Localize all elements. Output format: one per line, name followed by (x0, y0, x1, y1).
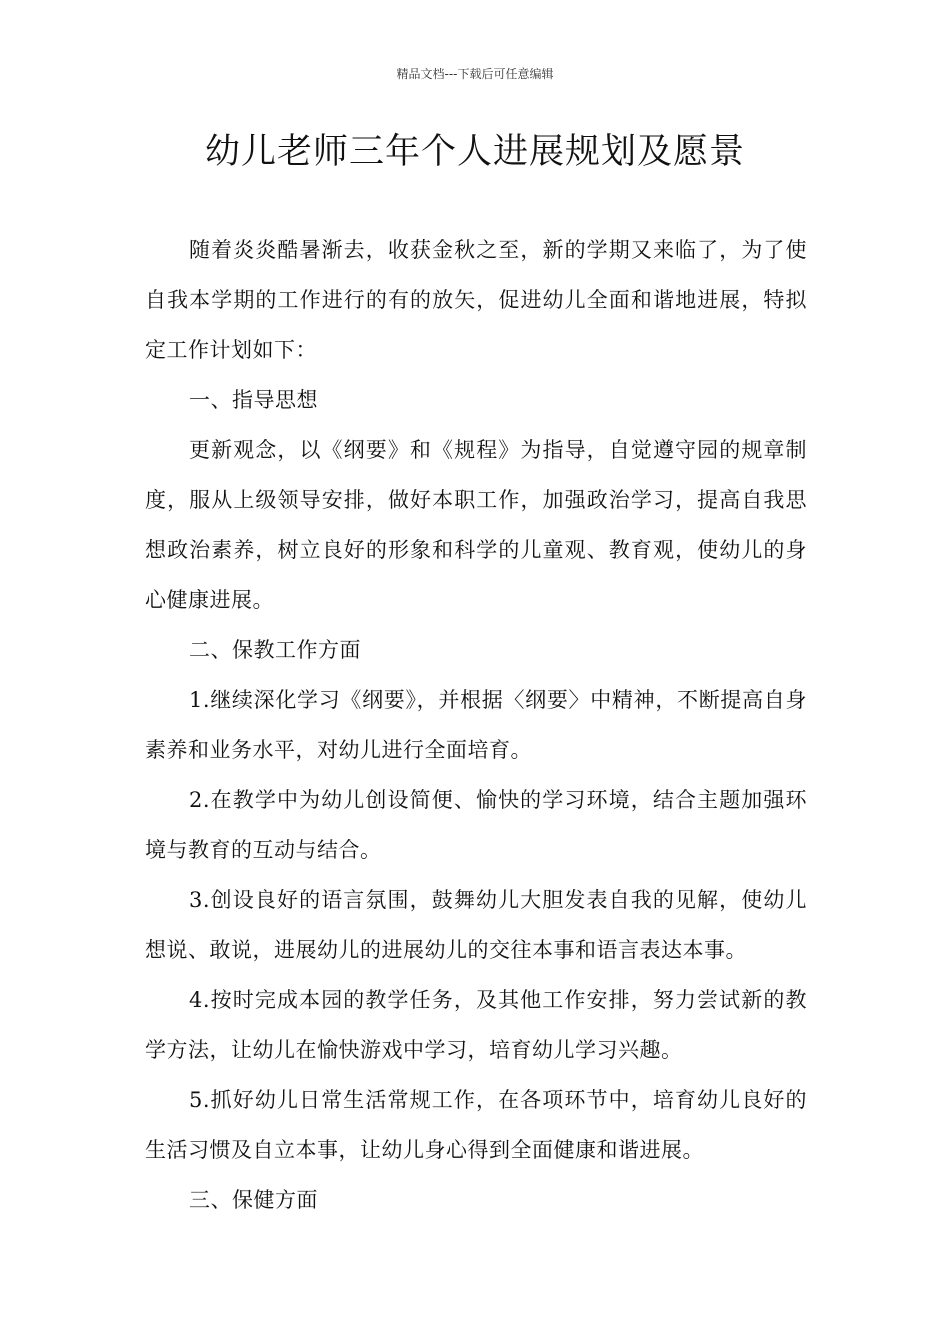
care-education-item-5: 5.抓好幼儿日常生活常规工作，在各项环节中，培育幼儿良好的生活习惯及自立本事，让幼儿身心得到全面健康和谐进展。 (145, 1088, 807, 1162)
document-title: 幼儿老师三年个人进展规划及愿景 (204, 132, 745, 172)
care-education-item-3: 3.创设良好的语言氛围，鼓舞幼儿大胆发表自我的见解，使幼儿想说、敢说，进展幼儿的进展幼儿的交往本事和语言表达本事。 (145, 888, 807, 962)
care-education-item-2: 2.在教学中为幼儿创设简便、愉快的学习环境，结合主题加强环境与教育的互动与结合。 (145, 788, 807, 862)
section-heading-care-education: 二、保教工作方面 (189, 638, 361, 662)
section-heading-health-care: 三、保健方面 (189, 1188, 318, 1212)
care-education-item-1: 1.继续深化学习《纲要》，并根据〈纲要〉中精神，不断提高自身素养和业务水平，对幼儿进行全面培育。 (145, 688, 807, 762)
section-heading-guiding-ideology: 一、指导思想 (189, 388, 318, 412)
document-body (145, 225, 807, 1225)
page-header: 精品文档---下载后可任意编辑 (396, 67, 554, 81)
intro-paragraph: 随着炎炎酷暑渐去，收获金秋之至，新的学期又来临了，为了使自我本学期的工作进行的有的放矢，促进幼儿全面和谐地进展，特拟定工作计划如下： (145, 238, 807, 362)
guiding-ideology-paragraph: 更新观念，以《纲要》和《规程》为指导，自觉遵守园的规章制度，服从上级领导安排，做好本职工作，加强政治学习，提高自我思想政治素养，树立良好的形象和科学的儿童观、教育观，使幼儿的身心健康进展。 (145, 438, 807, 612)
care-education-item-4: 4.按时完成本园的教学任务，及其他工作安排，努力尝试新的教学方法，让幼儿在愉快游戏中学习，培育幼儿学习兴趣。 (145, 988, 807, 1062)
